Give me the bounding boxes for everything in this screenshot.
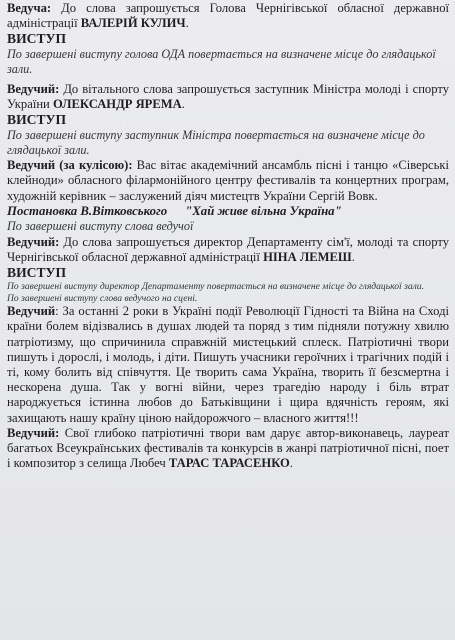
paragraph-text: До слова запрошується Голова Чернігівської обласної державної адміністрації [7,1,449,31]
stage-direction: По завершені виступу слова ведучої [7,219,194,234]
speaker-label: Ведучий [7,304,56,319]
production-author: Постановка В.Вітковського [7,203,168,218]
person-name: ТАРАС ТАРАСЕНКО [168,456,290,471]
paragraph-patriotism [7,304,449,426]
person-name: ВАЛЕРІЙ КУЛИЧ [80,16,186,31]
speech-heading: ВИСТУП [7,112,67,127]
paragraph-intro-head [7,1,449,31]
paragraph-deputy-minister [7,82,449,112]
speech-heading: ВИСТУП [7,265,67,281]
person-name: ОЛЕКСАНДР ЯРЕМА [52,96,182,111]
stage-direction-small: По завершені виступу директор Департаменту повертається на визначене місце до глядацької зали. [7,281,424,293]
stage-direction: По завершені виступу голова ОДА повертається на визначене місце до глядацької зали. [7,47,436,76]
speaker-label: Ведучий (за кулісою): [7,158,133,173]
stage-direction: По завершені виступу заступник Міністра повертається на визначене місце до глядацької зали. [7,128,425,157]
speech-heading: ВИСТУП [7,31,67,47]
paragraph-text: До слова запрошується директор Департаменту сім'ї, молоді та спорту Чернігівської обласної державної адміністрації [7,234,449,265]
paragraph-text: Свої глибоко патріотичні твори вам дарує автор-виконавець, лауреат багатьох Всеукраїнських фестивалів та конкурсів в жанрі патріотичної пісні, поет і композитор з селища Любеч [7,425,449,471]
paragraph-text: До вітального слова запрошується заступник Міністра молоді і спорту України [7,81,449,111]
stage-direction-small: По завершені виступу слова ведучого на сцені. [7,292,198,304]
speaker-label: Ведучий: [7,425,60,440]
paragraph-text: Вас вітає академічний ансамбль пісні і танцю «Сіверські клейноди» обласного філармонійного центру фестивалів та концертних програм, художній керівник – заслужений діяч мистецтв України Сергій Вовк. [7,158,449,203]
person-name: НІНА ЛЕМЕШ [263,250,352,265]
paragraph-performer [7,426,449,472]
production-title [7,204,449,220]
speaker-label: Ведуча: [7,1,52,15]
speaker-label: Ведучий: [7,81,60,96]
song-title: "Хай живе вільна Україна" [185,203,342,218]
paragraph-text: : За останні 2 роки в Україні події Революції Гідності та Війна на Сході країни болем відізвались в душах людей та поряд з тим підняли потужну хвилю патріотизму, що спричинила справжній мистецький сплеск. Патріотичні твори пишуть і дорослі, і молодь, і діти. Пишуть учасники героїчних і трагічних подій і ті, кому болить від співчуття. Це творить сама Україна, творить її безсмертна і нескорена душа. Так у вогні війни, через трагедію народу і біль втрат народжується істинна любов до Батьківщини і щира вдячність героям, які захищають нашу країну ціною найдорожчого – власного життя!!! [7,304,449,425]
punctuation: . [185,16,189,31]
punctuation: . [351,250,355,265]
speaker-label: Ведучий: [7,234,60,249]
punctuation: . [181,96,185,111]
paragraph-ensemble [7,158,449,204]
punctuation: . [289,456,293,471]
paragraph-department-director [7,235,449,265]
